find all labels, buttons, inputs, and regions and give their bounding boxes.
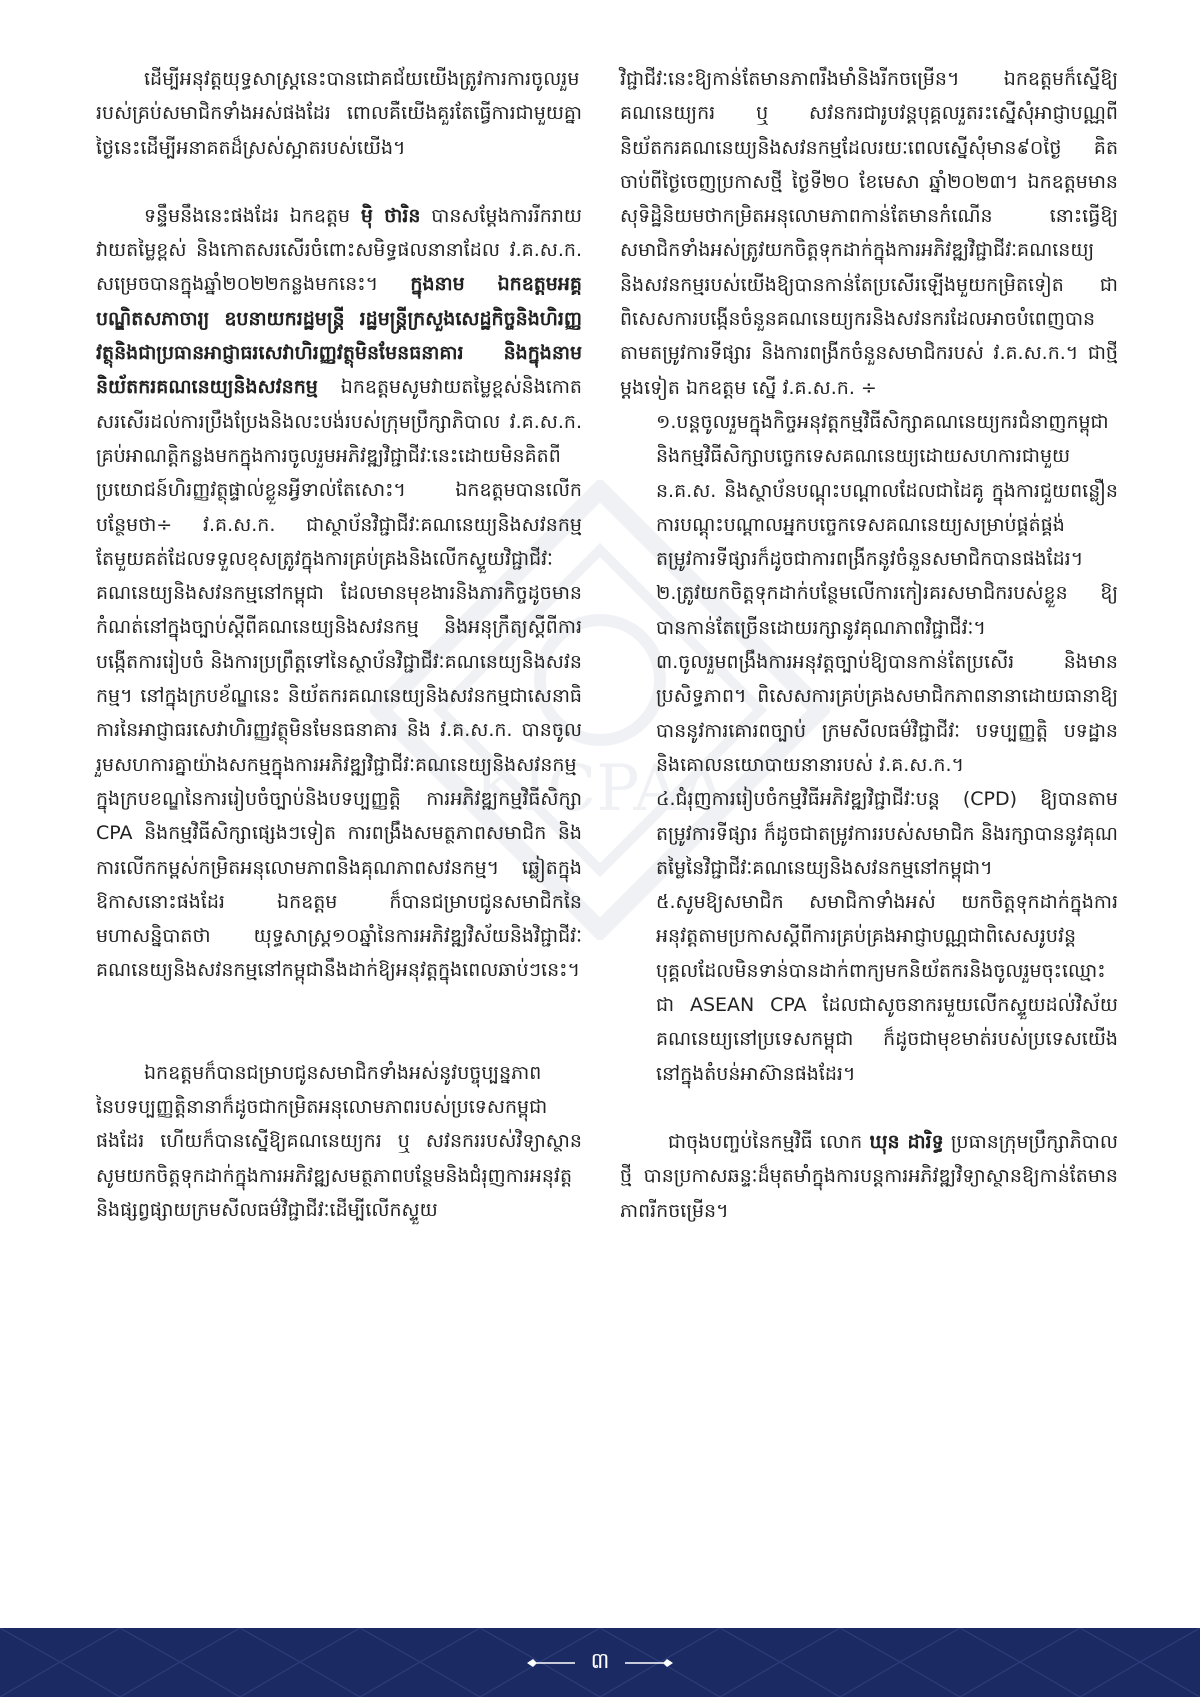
numbered-list	[620, 405, 1118, 1091]
paragraph: ឯកឧត្តមក៏បានជម្រាបជូនសមាជិកទាំងអស់នូវបច្ចុប្បន្នភាពនៃបទប្បញ្ញត្តិនានាក៏ដូចជាកម្រិតអនុលោមភាពរបស់ប្រទេសកម្ពុជាផងដែរ ហើយក៏បានស្នើឱ្យគណនេយ្យករ ឬ សវនកររបស់វិទ្យាស្ថានសូមយកចិត្តទុកដាក់ក្នុងការអភិវឌ្ឍសមត្ថភាពបន្ថែមនិងជំរុញការអនុវត្តនិងផ្សព្វផ្សាយក្រមសីលធម៌វិជ្ជាជីវៈដើម្បីលើកស្ទួយ	[96, 1061, 582, 1221]
page-number-group	[0, 1628, 1200, 1697]
right-column	[620, 62, 1118, 1228]
bold-phrase: ក្នុងនាម ឯកឧត្តមអគ្គបណ្ឌិតសភាចារ្យ ឧបនាយករដ្ឋមន្ត្រី រដ្ឋមន្ត្រីក្រសួងសេដ្ឋកិច្ចនិងហិរញ្ញវត្ថុនិងជាប្រធានអាជ្ញាធរសេវាហិរញ្ញវត្ថុមិនមែនធនាគារ និងក្នុងនាមនិយ័តករគណនេយ្យនិងសវនកម្ម	[96, 273, 582, 399]
text-run: ជាចុងបញ្ចប់នៃកម្មវិធី លោក	[668, 1130, 870, 1153]
list-item: ៣.ចូលរួមពង្រឹងការអនុវត្តច្បាប់ឱ្យបានកាន់តែប្រសើរ និងមានប្រសិទ្ធភាព។ ពិសេសការគ្រប់គ្រងសមាជិកភាពនានាដោយធានាឱ្យបាននូវការគោរពច្បាប់ ក្រមសីលធម៌វិជ្ជាជីវៈ បទប្បញ្ញត្តិ បទដ្ឋាន និងគោលនយោបាយនានារបស់ វ.គ.ស.ក.។	[656, 651, 1118, 776]
list-item: ៥.សូមឱ្យសមាជិក សមាជិកាទាំងអស់ យកចិត្តទុកដាក់ក្នុងការអនុវត្តតាមប្រកាសស្តីពីការគ្រប់គ្រងអាជ្ញាបណ្ណជាពិសេសរូបវន្តបុគ្គលដែលមិនទាន់បានដាក់ពាក្យមកនិយ័តករនិងចូលរួមចុះឈ្មោះជា ASEAN CPA ដែលជាសូចនាករមួយលើកស្ទួយដល់វិស័យគណនេយ្យនៅប្រទេសកម្ពុជា ក៏ដូចជាមុខមាត់របស់ប្រទេសយើងនៅក្នុងតំបន់អាស៊ានផងដែរ។	[656, 891, 1118, 1085]
paragraph: វិជ្ជាជីវៈនេះឱ្យកាន់តែមានភាពរឹងមាំនិងរីកចម្រើន។ ឯកឧត្តមក៏ស្នើឱ្យគណនេយ្យករ ឬ សវនករជារូបវន្តបុគ្គលរួតរះស្នើសុំអាជ្ញាបណ្ណពីនិយ័តករគណនេយ្យនិងសវនកម្មដែលរយៈពេលស្នើសុំមាន៩០ថ្ងៃ គិតចាប់ពីថ្ងៃចេញប្រកាសថ្មី ថ្ងៃទី២០ ខែមេសា ឆ្នាំ២០២៣។ ឯកឧត្តមមានសុទិដ្ឋិនិយមថាកម្រិតអនុលោមភាពកាន់តែមានកំណើន នោះធ្វើឱ្យសមាជិកទាំងអស់ត្រូវយកចិត្តទុកដាក់ក្នុងការអភិវឌ្ឍវិជ្ជាជីវៈគណនេយ្យនិងសវនកម្មរបស់យើងឱ្យបានកាន់តែប្រសើរឡើងមួយកម្រិតទៀត ជាពិសេសការបង្កើនចំនួនគណនេយ្យករនិងសវនករដែលអាចបំពេញបានតាមតម្រូវការទីផ្សារ និងការពង្រីកចំនួនសមាជិករបស់ វ.គ.ស.ក.។ ជាថ្មីម្តងទៀត ឯកឧត្តម ស្នើ វ.គ.ស.ក. ÷	[620, 68, 1118, 399]
text-run: បានសម្តែងការរីករាយ វាយតម្លៃខ្ពស់ និងកោតសរសើរចំពោះសមិទ្ធផលនានាដែល វ.គ.ស.ក. សម្រេចបានក្នុងឆ្នាំ២០២២កន្លងមកនេះ។	[96, 204, 583, 296]
right-ornament-icon	[625, 1656, 673, 1670]
paragraph: ដើម្បីអនុវត្តយុទ្ធសាស្ត្រនេះបានជោគជ័យយើងត្រូវការការចូលរួមរបស់គ្រប់សមាជិកទាំងអស់ផងដែរ ពោលគឺយើងគួរតែធ្វើការជាមួយគ្នាថ្ងៃនេះដើម្បីអនាគតដ៏ស្រស់ស្អាតរបស់យើង។	[96, 68, 582, 159]
list-item: ៤.ជំរុញការរៀបចំកម្មវិធីអភិវឌ្ឍវិជ្ជាជីវៈបន្ត (CPD) ឱ្យបានតាមតម្រូវការទីផ្សារ ក៏ដូចជាតម្រូវការរបស់សមាជិក និងរក្សាបាននូវគុណតម្លៃនៃវិជ្ជាជីវៈគណនេយ្យនិងសវនកម្មនៅកម្ពុជា។	[656, 788, 1118, 879]
person-name: ឃុន ដារិទ្ធ	[869, 1130, 944, 1153]
person-name: ម៉ិ ថារិន	[360, 204, 421, 227]
paragraph	[96, 199, 582, 988]
text-run: ប្រធានក្រុមប្រឹក្សាភិបាលថ្មី បានប្រកាសឆន្ទៈដ៏មុតមាំក្នុងការបន្តការអភិវឌ្ឍវិទ្យាស្ថានឱ្យកាន់តែមានភាពរីកចម្រើន។	[620, 1130, 1118, 1222]
left-column	[96, 62, 582, 1227]
list-item: ២.ត្រូវយកចិត្តទុកដាក់បន្ថែមលើការកៀរគរសមាជិករបស់ខ្លួន ឱ្យបានកាន់តែច្រើនដោយរក្សានូវគុណភាពវិជ្ជាជីវៈ។	[656, 582, 1118, 639]
left-ornament-icon	[527, 1656, 575, 1670]
footer-band	[0, 1628, 1200, 1697]
watermark-text: KICPAA	[474, 752, 726, 826]
page-number: ៣	[590, 1648, 610, 1674]
text-run: ឯកឧត្តមសូមវាយតម្លៃខ្ពស់និងកោតសរសើរដល់ការប្រឹងប្រែងនិងលះបង់របស់ក្រុមប្រឹក្សាភិបាល វ.គ.ស.ក. គ្រប់អាណត្តិកន្លងមកក្នុងការចូលរួមអភិវឌ្ឍវិជ្ជាជីវៈនេះដោយមិនគិតពីប្រយោជន៍ហិរញ្ញវត្ថុផ្ទាល់ខ្លួនអ្វីទាល់តែសោះ។ ឯកឧត្តមបានលើកបន្ថែមថា÷ វ.គ.ស.ក. ជាស្ថាប័នវិជ្ជាជីវៈគណនេយ្យនិងសវនកម្មតែមួយគត់ដែលទទួលខុសត្រូវក្នុងការគ្រប់គ្រងនិងលើកស្ទួយវិជ្ជាជីវៈគណនេយ្យនិងសវនកម្មនៅកម្ពុជា ដែលមានមុខងារនិងភារកិច្ចដូចមានកំណត់នៅក្នុងច្បាប់ស្តីពីគណនេយ្យនិងសវនកម្ម និងអនុក្រឹត្យស្តីពីការបង្កើតការរៀបចំ និងការប្រព្រឹត្តទៅនៃស្ថាប័នវិជ្ជាជីវៈគណនេយ្យនិងសវនកម្ម។ នៅក្នុងក្របខ័ណ្ឌនេះ និយ័តករគណនេយ្យនិងសវនកម្មជាសេនាធិការនៃអាជ្ញាធរសេវាហិរញ្ញវត្ថុមិនមែនធនាគារ និង វ.គ.ស.ក. បានចូលរួមសហការគ្នាយ៉ាងសកម្មក្នុងការអភិវឌ្ឍវិជ្ជាជីវៈគណនេយ្យនិងសវនកម្ម ក្នុងក្របខណ្ឌនៃការរៀបចំច្បាប់និងបទប្បញ្ញត្តិ ការអភិវឌ្ឍកម្មវិធីសិក្សា CPA និងកម្មវិធីសិក្សាផ្សេងៗទៀត ការពង្រឹងសមត្ថភាពសមាជិក និងការលើកកម្ពស់កម្រិតអនុលោមភាពនិងគុណភាពសវនកម្ម។ ឆ្លៀតក្នុងឱកាសនោះផងដែរ ឯកឧត្តម ក៏បានជម្រាបជូនសមាជិកនៃមហាសន្និបាតថា យុទ្ធសាស្ត្រ១០ឆ្នាំនៃការអភិវឌ្ឍវិស័យនិងវិជ្ជាជីវៈគណនេយ្យនិងសវនកម្មនៅកម្ពុជានឹងដាក់ឱ្យអនុវត្តក្នុងពេលឆាប់ៗនេះ។	[96, 376, 582, 982]
text-run: ទន្ទឹមនឹងនេះផងដែរ ឯកឧត្តម	[144, 204, 361, 227]
list-item: ១.បន្តចូលរួមក្នុងកិច្ចអនុវត្តកម្មវិធីសិក្សាគណនេយ្យករជំនាញកម្ពុជានិងកម្មវិធីសិក្សាបច្ចេកទេសគណនេយ្យដោយសហការជាមួយ ន.គ.ស. និងស្ថាប័នបណ្តុះបណ្តាលដែលជាដៃគូ ក្នុងការជួយពន្លឿនការបណ្តុះបណ្តាលអ្នកបច្ចេកទេសគណនេយ្យសម្រាប់ផ្គត់ផ្គង់តម្រូវការទីផ្សារក៏ដូចជាការពង្រីកនូវចំនួនសមាជិកបានផងដែរ។	[656, 410, 1118, 571]
paragraph	[620, 1125, 1118, 1228]
